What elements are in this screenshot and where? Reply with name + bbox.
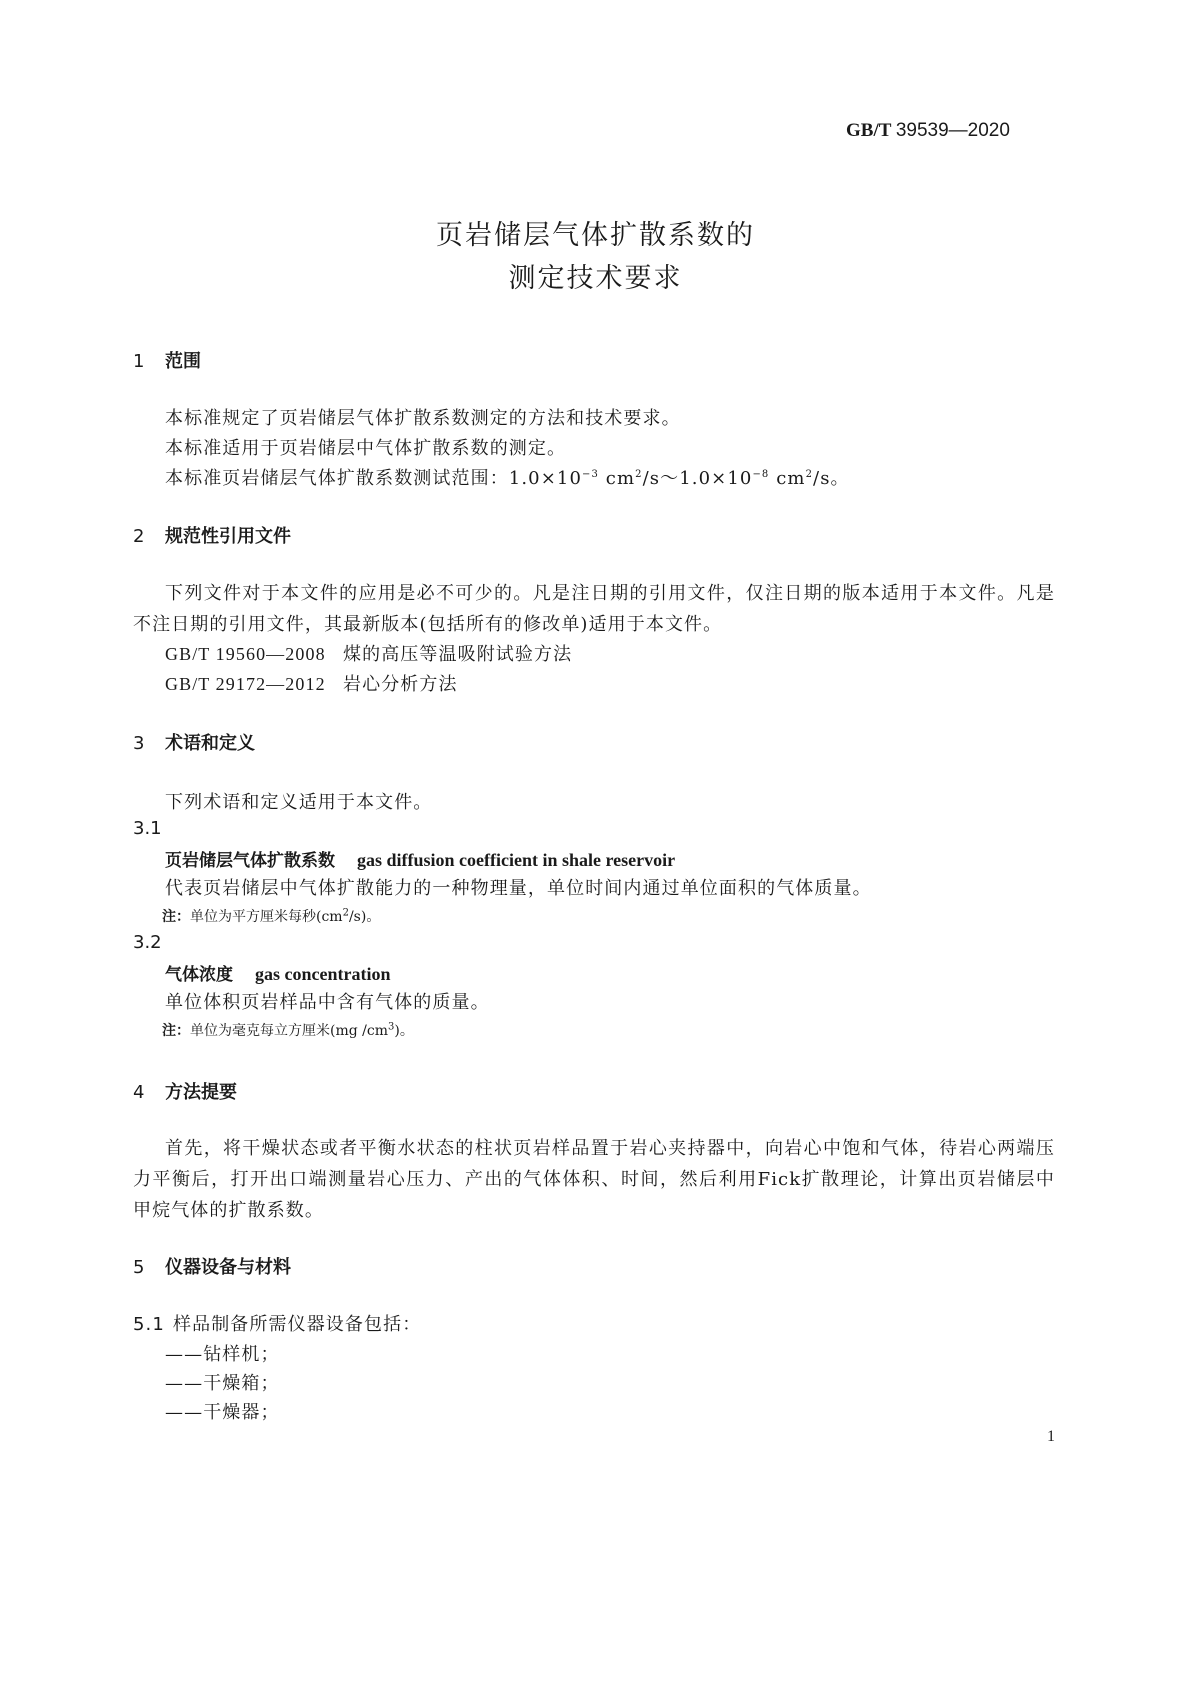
exponent: −8	[752, 469, 770, 480]
term-definition: 代表页岩储层中气体扩散能力的一种物理量，单位时间内通过单位面积的气体质量。	[165, 878, 872, 899]
term-number: 3.1	[133, 818, 162, 839]
section-3-heading	[133, 729, 255, 755]
section-2-heading	[133, 522, 291, 548]
term-chinese: 气体浓度	[165, 965, 233, 985]
reference-item	[165, 640, 572, 666]
reference-code: GB/T 19560—2008	[165, 644, 326, 664]
exponent: 2	[635, 469, 643, 480]
section-number: 5	[133, 1257, 145, 1278]
reference-code: GB/T 29172—2012	[165, 674, 326, 694]
text-run: )。	[394, 1023, 414, 1039]
reference-title: 煤的高压等温吸附试验方法	[343, 644, 573, 665]
document-title-line1: 页岩储层气体扩散系数的	[436, 220, 755, 251]
text-run: 单位为毫克每立方厘米(mg /cm	[190, 1023, 388, 1039]
paragraph: 下列文件对于本文件的应用是必不可少的。凡是注日期的引用文件，仅注日期的版本适用于本文件。凡是不注日期的引用文件，其最新版本(包括所有的修改单)适用于本文件。	[133, 583, 1055, 635]
term-english: gas diffusion coefficient in shale reservoir	[357, 850, 676, 870]
term-number: 3.2	[133, 932, 162, 953]
section-number: 3	[133, 733, 145, 754]
document-title-line2: 测定技术要求	[508, 263, 683, 294]
paragraph-range	[165, 464, 850, 490]
list-item: ——干燥箱；	[165, 1373, 280, 1394]
standard-number: 39539—2020	[895, 120, 1010, 141]
subclause-text: 样品制备所需仪器设备包括：	[173, 1314, 422, 1335]
section-title: 方法提要	[165, 1082, 237, 1103]
reference-item	[165, 670, 458, 696]
text-run: /s～1.0×10	[642, 468, 753, 489]
term-heading	[165, 960, 390, 985]
section-1-heading	[133, 347, 201, 373]
text-run: 单位为平方厘米每秒(cm	[190, 909, 343, 925]
reference-title: 岩心分析方法	[343, 674, 458, 695]
term-note	[162, 906, 380, 926]
section-number: 1	[133, 351, 145, 372]
exponent: 3	[387, 1021, 395, 1033]
term-chinese: 页岩储层气体扩散系数	[165, 851, 335, 871]
exponent: −3	[582, 469, 599, 480]
term-heading	[165, 846, 675, 871]
list-item: ——钻样机；	[165, 1344, 280, 1365]
paragraph: 本标准规定了页岩储层气体扩散系数测定的方法和技术要求。	[165, 408, 681, 429]
subclause	[133, 1310, 421, 1336]
text-run: cm	[769, 468, 806, 489]
section-4-heading	[133, 1078, 237, 1104]
paragraph: 下列术语和定义适用于本文件。	[165, 792, 433, 813]
standard-code	[846, 120, 1010, 142]
term-definition: 单位体积页岩样品中含有气体的质量。	[165, 992, 490, 1013]
section-number: 2	[133, 526, 145, 547]
section-number: 4	[133, 1082, 145, 1103]
exponent: 2	[805, 469, 814, 480]
text-run: cm	[598, 468, 636, 489]
section-5-heading	[133, 1253, 291, 1279]
page-number: 1	[1047, 1428, 1055, 1445]
text-run: /s)。	[348, 909, 381, 925]
standard-prefix: GB/T	[846, 120, 892, 141]
text-run: 本标准页岩储层气体扩散系数测试范围：1.0×10	[165, 468, 583, 489]
list-item: ——干燥器；	[165, 1402, 280, 1423]
note-label: 注：	[162, 909, 190, 925]
note-label: 注：	[162, 1023, 190, 1039]
term-note	[162, 1020, 414, 1040]
section-title: 术语和定义	[165, 733, 255, 754]
paragraph: 本标准适用于页岩储层中气体扩散系数的测定。	[165, 438, 567, 459]
section-title: 规范性引用文件	[165, 526, 291, 547]
text-run: /s。	[813, 468, 850, 489]
exponent: 2	[342, 907, 349, 919]
section-title: 仪器设备与材料	[165, 1257, 291, 1278]
section-title: 范围	[165, 351, 201, 372]
paragraph: 首先，将干燥状态或者平衡水状态的柱状页岩样品置于岩心夹持器中，向岩心中饱和气体，待岩心两端压力平衡后，打开出口端测量岩心压力、产出的气体体积、时间，然后利用Fick扩散理论，计算出页岩储层中甲烷气体的扩散系数。	[133, 1138, 1055, 1221]
term-english: gas concentration	[255, 964, 391, 984]
subclause-number: 5.1	[133, 1314, 165, 1335]
